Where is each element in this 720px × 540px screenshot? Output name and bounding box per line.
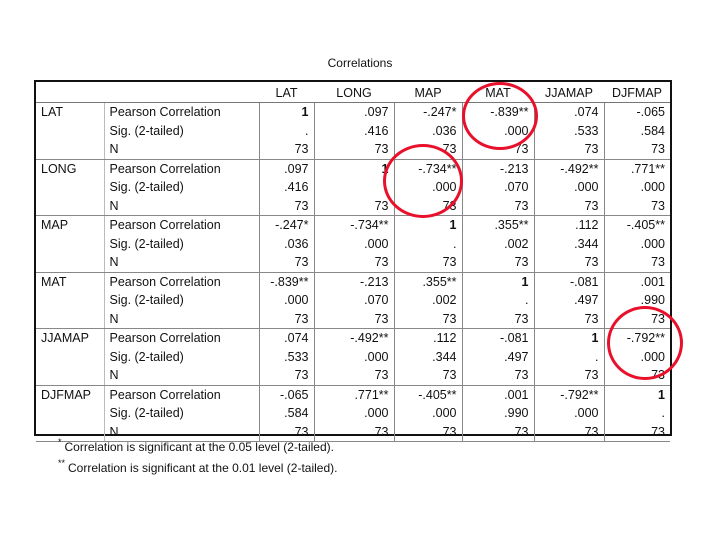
- footnote-01: [58, 455, 337, 476]
- table-cell: 73: [462, 140, 534, 159]
- table-cell: -.247*: [394, 103, 462, 122]
- table-cell: .584: [604, 122, 670, 141]
- row-variable-label: [36, 404, 104, 423]
- table-cell: -.734**: [394, 159, 462, 178]
- table-row: [36, 310, 670, 329]
- row-stat-label: Pearson Correlation: [104, 159, 259, 178]
- table-cell: .000: [314, 235, 394, 254]
- table-cell: .: [259, 122, 314, 141]
- table-cell: 73: [604, 253, 670, 272]
- footnote-text: Correlation is significant at the 0.05 level (2-tailed).: [64, 440, 334, 454]
- table-cell: .000: [462, 122, 534, 141]
- table-cell: .000: [314, 348, 394, 367]
- table-cell: .584: [259, 404, 314, 423]
- table-row: [36, 103, 670, 122]
- table-row: [36, 122, 670, 141]
- table-row: [36, 291, 670, 310]
- row-stat-label: Sig. (2-tailed): [104, 122, 259, 141]
- row-stat-label: N: [104, 366, 259, 385]
- table-cell: 73: [314, 140, 394, 159]
- table-cell: 73: [462, 423, 534, 442]
- table-title: Correlations: [327, 56, 393, 70]
- row-variable-label: MAT: [41, 274, 67, 289]
- table-cell: 73: [534, 253, 604, 272]
- table-cell: 73: [394, 140, 462, 159]
- table-body: [36, 103, 670, 442]
- table-cell: .497: [462, 348, 534, 367]
- column-header: JJAMAP: [534, 82, 604, 103]
- row-stat-label: Pearson Correlation: [104, 385, 259, 404]
- table-cell: 73: [604, 423, 670, 442]
- table-cell: .074: [259, 329, 314, 348]
- table-cell: .000: [394, 178, 462, 197]
- table-cell: .: [394, 235, 462, 254]
- header-row: [36, 82, 670, 103]
- row-variable-label: LAT: [41, 105, 63, 119]
- row-variable-label: [36, 178, 104, 197]
- table-cell: 73: [604, 197, 670, 216]
- table-cell: .000: [604, 178, 670, 197]
- table-cell: -.081: [534, 272, 604, 291]
- table-cell: -.792**: [534, 385, 604, 404]
- table-cell: .112: [534, 216, 604, 235]
- table-cell: -.492**: [534, 159, 604, 178]
- row-variable-label: [36, 253, 104, 272]
- table-cell: .001: [604, 272, 670, 291]
- row-stat-label: Sig. (2-tailed): [104, 235, 259, 254]
- row-stat-label: Sig. (2-tailed): [104, 404, 259, 423]
- row-stat-label: N: [104, 197, 259, 216]
- footnote-text: Correlation is significant at the 0.01 level (2-tailed).: [68, 461, 338, 475]
- table-cell: 73: [394, 197, 462, 216]
- table-cell: 73: [259, 197, 314, 216]
- table-cell: .070: [314, 291, 394, 310]
- table-cell: .036: [259, 235, 314, 254]
- row-variable-label: LONG: [41, 161, 77, 176]
- table-cell: .344: [394, 348, 462, 367]
- row-stat-label: N: [104, 140, 259, 159]
- table-cell: 73: [394, 310, 462, 329]
- table-cell: 73: [604, 366, 670, 385]
- table-row: [36, 253, 670, 272]
- table-cell: -.405**: [394, 385, 462, 404]
- table-cell: 73: [462, 310, 534, 329]
- table-cell: 1: [259, 103, 314, 122]
- row-variable-label: [36, 235, 104, 254]
- table-row: [36, 329, 670, 348]
- table-cell: 73: [534, 310, 604, 329]
- table-row: [36, 366, 670, 385]
- footnote-mark: *: [58, 437, 62, 447]
- highlight-circle-map-long: [383, 144, 463, 218]
- column-header: DJFMAP: [604, 82, 670, 103]
- header-corner: [36, 82, 104, 103]
- row-variable-label: [36, 291, 104, 310]
- table-cell: .344: [534, 235, 604, 254]
- table-cell: -.247*: [259, 216, 314, 235]
- table-cell: .416: [259, 178, 314, 197]
- table-cell: 73: [462, 197, 534, 216]
- column-header: LAT: [259, 82, 314, 103]
- table-cell: .001: [462, 385, 534, 404]
- table-cell: .533: [534, 122, 604, 141]
- row-stat-label: Sig. (2-tailed): [104, 291, 259, 310]
- row-variable-label: [36, 197, 104, 216]
- table-cell: 73: [462, 366, 534, 385]
- table-cell: .771**: [314, 385, 394, 404]
- highlight-circle-djfmap-jjamap: [607, 306, 683, 380]
- table-row: [36, 197, 670, 216]
- table-cell: 1: [394, 216, 462, 235]
- table-cell: -.081: [462, 329, 534, 348]
- table-cell: -.065: [604, 103, 670, 122]
- table-cell: .000: [394, 404, 462, 423]
- table-cell: 73: [394, 423, 462, 442]
- table-cell: -.792**: [604, 329, 670, 348]
- table-cell: .002: [462, 235, 534, 254]
- table-cell: .: [604, 404, 670, 423]
- table-cell: .036: [394, 122, 462, 141]
- table-cell: 73: [314, 423, 394, 442]
- row-variable-label: [36, 122, 104, 141]
- table-cell: .990: [604, 291, 670, 310]
- table-cell: .000: [259, 291, 314, 310]
- row-variable-label: [36, 348, 104, 367]
- table-cell: -.065: [259, 385, 314, 404]
- table-cell: 73: [534, 366, 604, 385]
- table-cell: .000: [534, 404, 604, 423]
- table-row: [36, 385, 670, 404]
- row-variable-label: MAP: [41, 218, 69, 232]
- table-row: [36, 404, 670, 423]
- table-cell: .416: [314, 122, 394, 141]
- row-stat-label: Pearson Correlation: [104, 272, 259, 291]
- table-cell: 73: [259, 140, 314, 159]
- row-stat-label: N: [104, 423, 259, 442]
- table-cell: .: [534, 348, 604, 367]
- footnote-05: [58, 434, 337, 455]
- table-cell: 73: [534, 423, 604, 442]
- table-cell: .990: [462, 404, 534, 423]
- table-cell: .097: [314, 103, 394, 122]
- table-cell: .070: [462, 178, 534, 197]
- row-variable-label: [36, 310, 104, 329]
- table-cell: 73: [604, 310, 670, 329]
- table-cell: 73: [394, 366, 462, 385]
- row-stat-label: Pearson Correlation: [104, 329, 259, 348]
- table-cell: 73: [604, 140, 670, 159]
- table-cell: -.492**: [314, 329, 394, 348]
- table-cell: 1: [314, 159, 394, 178]
- table-cell: 73: [314, 310, 394, 329]
- table-cell: -.734**: [314, 216, 394, 235]
- table-cell: 73: [259, 310, 314, 329]
- table-cell: 73: [534, 140, 604, 159]
- table-row: [36, 348, 670, 367]
- table-row: [36, 140, 670, 159]
- table-cell: -.405**: [604, 216, 670, 235]
- row-variable-label: DJFMAP: [41, 387, 91, 402]
- table-cell: .002: [394, 291, 462, 310]
- table-row: [36, 272, 670, 291]
- table-cell: 73: [259, 253, 314, 272]
- table-cell: -.213: [462, 159, 534, 178]
- table-cell: 1: [604, 385, 670, 404]
- table-row: [36, 235, 670, 254]
- table-cell: .074: [534, 103, 604, 122]
- table-cell: .533: [259, 348, 314, 367]
- row-stat-label: Sig. (2-tailed): [104, 348, 259, 367]
- table-cell: 73: [462, 253, 534, 272]
- table-cell: .355**: [462, 216, 534, 235]
- row-variable-label: [36, 140, 104, 159]
- correlations-table: [34, 80, 672, 439]
- table-cell: .771**: [604, 159, 670, 178]
- column-header: LONG: [314, 82, 394, 103]
- table-row: [36, 216, 670, 235]
- row-variable-label: JJAMAP: [41, 331, 89, 345]
- table-row: [36, 178, 670, 197]
- table-cell: 73: [314, 253, 394, 272]
- table-cell: 73: [259, 423, 314, 442]
- table-cell: .497: [534, 291, 604, 310]
- table-cell: .000: [604, 348, 670, 367]
- table-cell: .000: [534, 178, 604, 197]
- row-variable-label: [36, 366, 104, 385]
- table-cell: .097: [259, 159, 314, 178]
- table-cell: 73: [314, 197, 394, 216]
- table-row: [36, 159, 670, 178]
- table-cell: .112: [394, 329, 462, 348]
- footnote-mark: **: [58, 458, 66, 468]
- header-corner-stat: [104, 82, 259, 103]
- table-cell: 73: [534, 197, 604, 216]
- row-stat-label: Pearson Correlation: [104, 216, 259, 235]
- table-cell: 73: [394, 253, 462, 272]
- table-cell: -.839**: [462, 103, 534, 122]
- table-cell: .: [314, 178, 394, 197]
- table-cell: .: [462, 291, 534, 310]
- table-cell: 1: [462, 272, 534, 291]
- row-stat-label: N: [104, 310, 259, 329]
- column-header: MAT: [462, 82, 534, 103]
- row-stat-label: Sig. (2-tailed): [104, 178, 259, 197]
- row-stat-label: N: [104, 253, 259, 272]
- footnotes: [58, 434, 337, 476]
- table-cell: .355**: [394, 272, 462, 291]
- row-stat-label: Pearson Correlation: [104, 103, 259, 122]
- table-cell: .000: [604, 235, 670, 254]
- column-header: MAP: [394, 82, 462, 103]
- table-cell: -.213: [314, 272, 394, 291]
- table-cell: .000: [314, 404, 394, 423]
- table-cell: 1: [534, 329, 604, 348]
- table-cell: 73: [314, 366, 394, 385]
- table-cell: 73: [259, 366, 314, 385]
- table-cell: -.839**: [259, 272, 314, 291]
- highlight-circle-mat-lat: [462, 82, 538, 150]
